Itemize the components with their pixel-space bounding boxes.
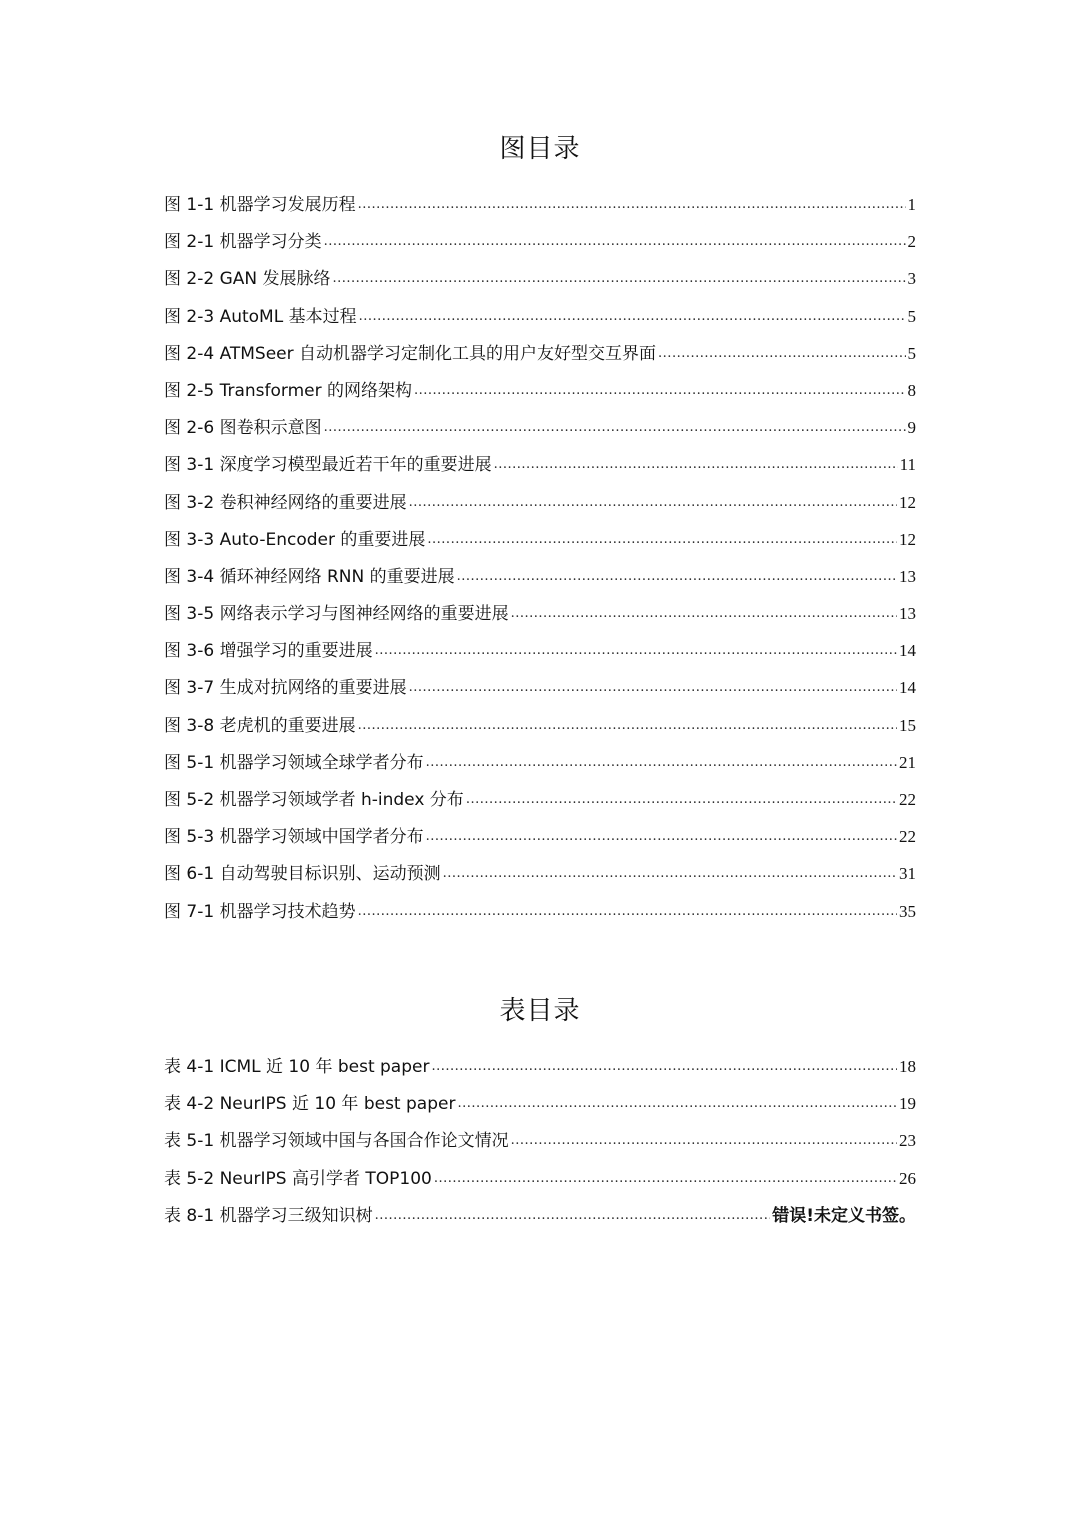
dot-leader	[443, 862, 897, 879]
figures-toc-entry-page-number: 11	[899, 455, 916, 475]
figures-toc-entry[interactable]	[164, 227, 916, 264]
dot-leader	[427, 528, 897, 545]
tables-toc-entry-page-number: 错误!未定义书签。	[772, 1205, 916, 1226]
figures-toc-entry-page-number: 22	[899, 827, 916, 847]
tables-toc-entry-label: 表 5-2 NeurIPS 高引学者 TOP100	[164, 1168, 432, 1189]
tables-toc-entry-page-number: 26	[899, 1168, 916, 1188]
figures-toc-entry[interactable]	[164, 897, 916, 934]
figures-toc-list	[164, 190, 916, 934]
tables-toc-entry-label: 表 4-2 NeurIPS 近 10 年 best paper	[164, 1094, 456, 1115]
dot-leader	[359, 305, 906, 322]
tables-toc-entry-label: 表 5-1 机器学习领域中国与各国合作论文情况	[164, 1131, 509, 1152]
figures-toc-entry[interactable]	[164, 673, 916, 710]
figures-toc-entry-page-number: 8	[907, 380, 916, 400]
figures-toc-entry-page-number: 5	[907, 306, 916, 326]
figures-toc-entry-page-number: 5	[907, 343, 916, 363]
figures-toc-entry-label: 图 5-3 机器学习领域中国学者分布	[164, 827, 424, 848]
figures-toc-entry-page-number: 15	[899, 715, 916, 735]
figures-toc-entry-label: 图 3-3 Auto-Encoder 的重要进展	[164, 529, 426, 550]
tables-section-title: 表目录	[499, 996, 581, 1026]
figures-toc-entry-page-number: 12	[899, 492, 916, 512]
dot-leader	[358, 714, 897, 731]
figures-toc-entry-label: 图 1-1 机器学习发展历程	[164, 195, 356, 215]
figures-toc-entry[interactable]	[164, 785, 916, 822]
dot-leader	[409, 676, 897, 693]
tables-toc-list	[164, 1052, 916, 1238]
tables-toc-entry-page-number: 19	[899, 1094, 916, 1114]
tables-toc-entry-page-number: 23	[899, 1131, 916, 1151]
figures-toc-entry[interactable]	[164, 302, 916, 339]
dot-leader	[457, 565, 897, 582]
dot-leader	[375, 639, 897, 656]
figures-toc-entry-label: 图 2-2 GAN 发展脉络	[164, 269, 331, 290]
figures-toc-entry-page-number: 35	[899, 901, 916, 921]
dot-leader	[457, 1092, 897, 1109]
figures-toc-entry[interactable]	[164, 264, 916, 301]
figures-toc-entry-label: 图 7-1 机器学习技术趋势	[164, 901, 356, 922]
dot-leader	[333, 267, 906, 284]
tables-toc-entry[interactable]	[164, 1201, 916, 1238]
figures-toc-entry-label: 图 2-6 图卷积示意图	[164, 418, 322, 439]
dot-leader	[658, 342, 905, 359]
figures-toc-entry-page-number: 14	[899, 678, 916, 698]
dot-leader	[426, 751, 897, 768]
dot-leader	[511, 1129, 897, 1146]
figures-toc-entry-page-number: 12	[899, 529, 916, 549]
figures-toc-entry[interactable]	[164, 413, 916, 450]
figures-section-title: 图目录	[499, 134, 581, 164]
figures-toc-entry-page-number: 1	[907, 195, 916, 214]
figures-toc-entry[interactable]	[164, 562, 916, 599]
figures-toc-entry[interactable]	[164, 190, 916, 227]
figures-toc-entry[interactable]	[164, 450, 916, 487]
dot-leader	[414, 379, 906, 396]
dot-leader	[426, 825, 897, 842]
dot-leader	[434, 1167, 897, 1184]
dot-leader	[324, 230, 906, 247]
figures-toc-entry[interactable]	[164, 525, 916, 562]
figures-toc-entry-page-number: 22	[899, 790, 916, 809]
figures-toc-entry-label: 图 2-5 Transformer 的网络架构	[164, 380, 412, 401]
figures-toc-entry-label: 图 3-5 网络表示学习与图神经网络的重要进展	[164, 604, 509, 625]
dot-leader	[466, 788, 897, 805]
figures-toc-entry-label: 图 3-8 老虎机的重要进展	[164, 715, 356, 736]
figures-toc-entry[interactable]	[164, 599, 916, 636]
figures-toc-entry-label: 图 2-3 AutoML 基本过程	[164, 306, 357, 327]
figures-toc-entry-label: 图 3-2 卷积神经网络的重要进展	[164, 492, 407, 513]
figures-toc-entry-label: 图 3-7 生成对抗网络的重要进展	[164, 678, 407, 699]
figures-toc-entry-page-number: 2	[907, 232, 916, 252]
figures-toc-entry-label: 图 2-4 ATMSeer 自动机器学习定制化工具的用户友好型交互界面	[164, 343, 657, 364]
figures-toc-entry-page-number: 21	[899, 752, 916, 772]
figures-toc-entry[interactable]	[164, 711, 916, 748]
figures-toc-entry[interactable]	[164, 488, 916, 525]
tables-toc-entry[interactable]	[164, 1126, 916, 1163]
tables-toc-entry[interactable]	[164, 1052, 916, 1089]
dot-leader	[511, 602, 897, 619]
figures-toc-entry[interactable]	[164, 748, 916, 785]
figures-toc-entry-label: 图 3-6 增强学习的重要进展	[164, 641, 373, 662]
tables-toc-entry-page-number: 18	[899, 1057, 916, 1076]
dot-leader	[324, 416, 906, 433]
dot-leader	[431, 1055, 897, 1072]
figures-toc-entry-label: 图 3-4 循环神经网络 RNN 的重要进展	[164, 566, 455, 587]
figures-toc-entry[interactable]	[164, 339, 916, 376]
figures-toc-entry-page-number: 9	[907, 418, 916, 438]
dot-leader	[358, 900, 897, 917]
dot-leader	[358, 193, 906, 210]
dot-leader	[375, 1204, 771, 1221]
figures-toc-entry-page-number: 13	[899, 566, 916, 586]
figures-toc-entry-label: 图 5-1 机器学习领域全球学者分布	[164, 752, 424, 773]
tables-toc-entry-label: 表 8-1 机器学习三级知识树	[164, 1205, 373, 1226]
tables-toc-entry[interactable]	[164, 1089, 916, 1126]
figures-toc-entry-page-number: 14	[899, 641, 916, 661]
dot-leader	[494, 453, 898, 470]
tables-toc-entry-label: 表 4-1 ICML 近 10 年 best paper	[164, 1057, 430, 1077]
dot-leader	[409, 491, 897, 508]
figures-toc-entry-page-number: 13	[899, 604, 916, 624]
figures-toc-entry[interactable]	[164, 822, 916, 859]
figures-toc-entry[interactable]	[164, 376, 916, 413]
figures-toc-entry-label: 图 5-2 机器学习领域学者 h-index 分布	[164, 790, 464, 810]
figures-toc-entry-label: 图 2-1 机器学习分类	[164, 232, 322, 253]
figures-toc-entry-label: 图 3-1 深度学习模型最近若干年的重要进展	[164, 455, 492, 476]
figures-toc-entry-page-number: 31	[899, 864, 916, 884]
figures-toc-entry[interactable]	[164, 859, 916, 896]
tables-toc-entry[interactable]	[164, 1164, 916, 1201]
figures-toc-entry[interactable]	[164, 636, 916, 673]
figures-toc-entry-page-number: 3	[907, 269, 916, 289]
figures-toc-entry-label: 图 6-1 自动驾驶目标识别、运动预测	[164, 864, 441, 885]
